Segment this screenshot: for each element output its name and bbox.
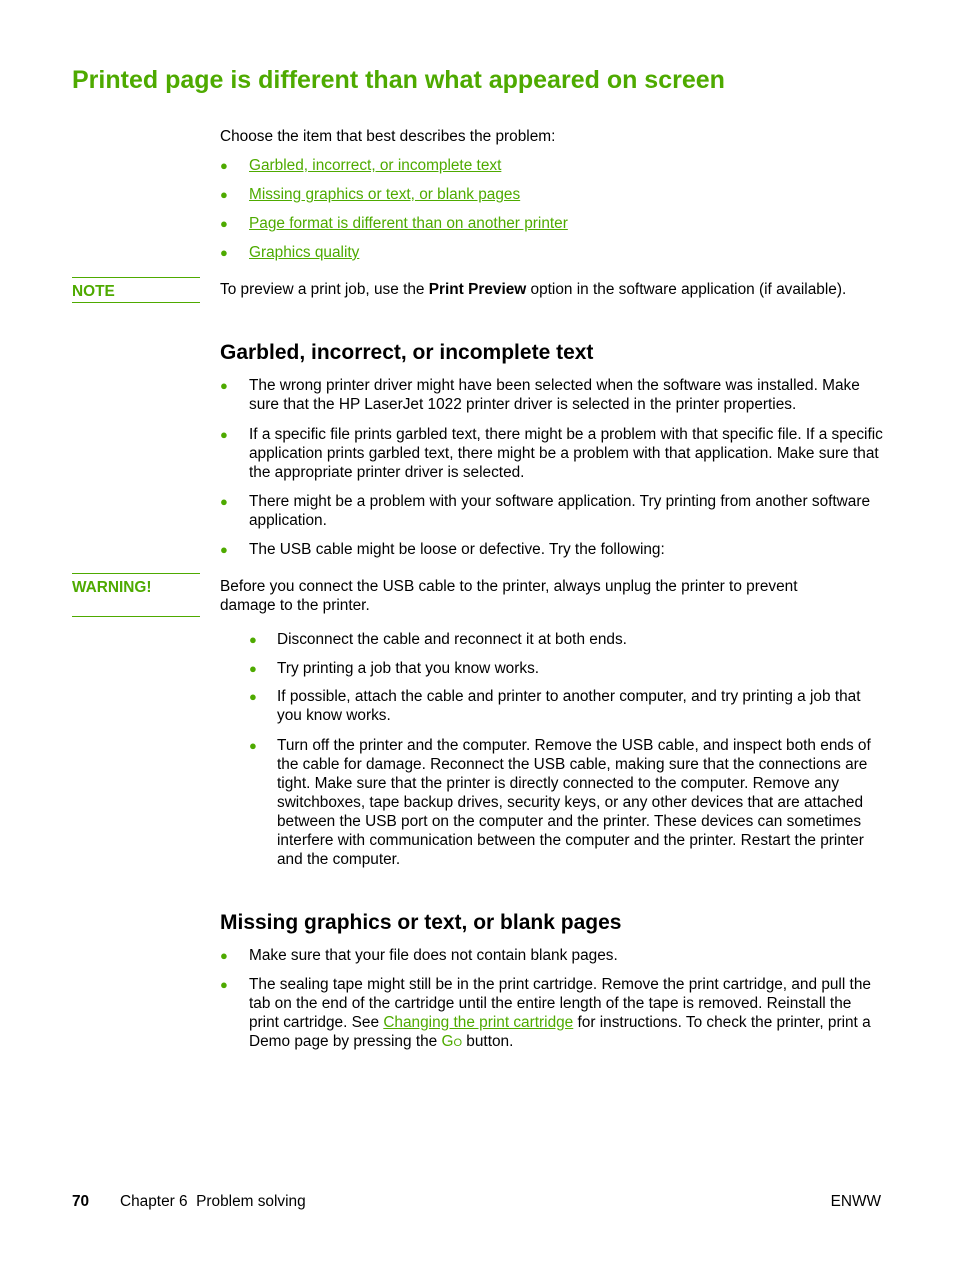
sub-list-item-text: Try printing a job that you know works. (277, 660, 540, 677)
sub-list-item-text: Turn off the printer and the computer. Remove the USB cable, and inspect both ends of the cable for damage. Reconnect the USB cable, making sure that the connections are tight. Make sure that the printer is directly connected to the computer. Remove any switchboxes, tape backup drives, security keys, or any other devices that are attached between the USB port on the computer and the printer. These devices can sometimes interfere with communication between the computer and the printer. Restart the printer and the computer. (277, 737, 871, 868)
page-number: 70 (72, 1193, 90, 1210)
sub-list-item (249, 687, 881, 727)
bullet-icon: ● (220, 245, 228, 260)
toc-link-page-format[interactable]: Page format is different than on another printer (249, 215, 568, 232)
changing-print-cartridge-link[interactable]: Changing the print cartridge (383, 1014, 574, 1031)
toc-link-missing-graphics[interactable]: Missing graphics or text, or blank pages (249, 186, 521, 203)
note-text-before: To preview a print job, use the (220, 281, 429, 298)
page-title: Printed page is different than what appeared on screen (72, 66, 725, 94)
list-item (220, 425, 883, 483)
note-rule-top (72, 277, 200, 278)
note-rule-bottom (72, 302, 200, 303)
text-middle: for instructions. To check the printer, print a Demo page by pressing the (249, 1014, 871, 1050)
footer-enww: ENWW (830, 1193, 881, 1210)
bullet-icon: ● (220, 216, 228, 231)
bullet-icon: ● (220, 187, 228, 202)
warning-rule-top (72, 573, 200, 574)
warning-label: WARNING! (72, 579, 152, 596)
sub-list-item-text: Disconnect the cable and reconnect it at both ends. (277, 631, 627, 648)
go-button-name: Go (441, 1033, 463, 1050)
sub-list-item (249, 736, 881, 870)
bullet-icon: ● (220, 378, 228, 393)
bullet-icon: ● (249, 689, 257, 704)
bullet-icon: ● (249, 738, 257, 753)
toc-link-graphics-quality[interactable]: Graphics quality (249, 244, 360, 261)
toc-link-garbled-text[interactable]: Garbled, incorrect, or incomplete text (249, 157, 502, 174)
list-item (220, 376, 880, 416)
bullet-icon: ● (220, 158, 228, 173)
footer-chapter: Chapter 6 Problem solving (120, 1193, 306, 1210)
list-item-text: Make sure that your file does not contain blank pages. (249, 947, 618, 964)
list-item (220, 492, 880, 532)
section-heading-missing-graphics: Missing graphics or text, or blank pages (220, 911, 622, 934)
list-item-text: The USB cable might be loose or defective. Try the following: (249, 541, 665, 558)
list-item-text (249, 975, 884, 1051)
bullet-icon: ● (249, 632, 257, 647)
text-after: button. (462, 1033, 514, 1050)
list-item-text: The wrong printer driver might have been selected when the software was installed. Make sure that the HP LaserJet 1022 printer driver is selected in the printer properties. (249, 377, 860, 413)
note-label: NOTE (72, 283, 115, 300)
note-bold: Print Preview (428, 281, 527, 298)
warning-rule-bottom (72, 616, 200, 617)
note-text (220, 280, 890, 299)
list-item-text: If a specific file prints garbled text, there might be a problem with that specific file. If a specific application prints garbled text, there might be a problem with that application. Make sure that the appropriate printer driver is selected. (249, 426, 883, 481)
intro-text: Choose the item that best describes the problem: (220, 128, 556, 145)
bullet-icon: ● (249, 661, 257, 676)
list-item-text: There might be a problem with your software application. Try printing from another software application. (249, 493, 871, 529)
bullet-icon: ● (220, 977, 228, 992)
bullet-icon: ● (220, 494, 228, 509)
warning-text: Before you connect the USB cable to the printer, always unplug the printer to prevent damage to the printer. (220, 578, 798, 614)
bullet-icon: ● (220, 427, 228, 442)
section-heading-garbled: Garbled, incorrect, or incomplete text (220, 341, 594, 364)
text-before-link: The sealing tape might still be in the print cartridge. Remove the print cartridge, and pull the tab on the end of the cartridge until the entire length of the tape is removed. Reinstall the print cartridge. See (249, 976, 871, 1031)
list-item (220, 975, 880, 1053)
sub-list-item-text: If possible, attach the cable and printer to another computer, and try printing a job that you know works. (277, 688, 861, 724)
note-text-after: option in the software application (if available). (526, 281, 847, 298)
bullet-icon: ● (220, 542, 228, 557)
bullet-icon: ● (220, 948, 228, 963)
